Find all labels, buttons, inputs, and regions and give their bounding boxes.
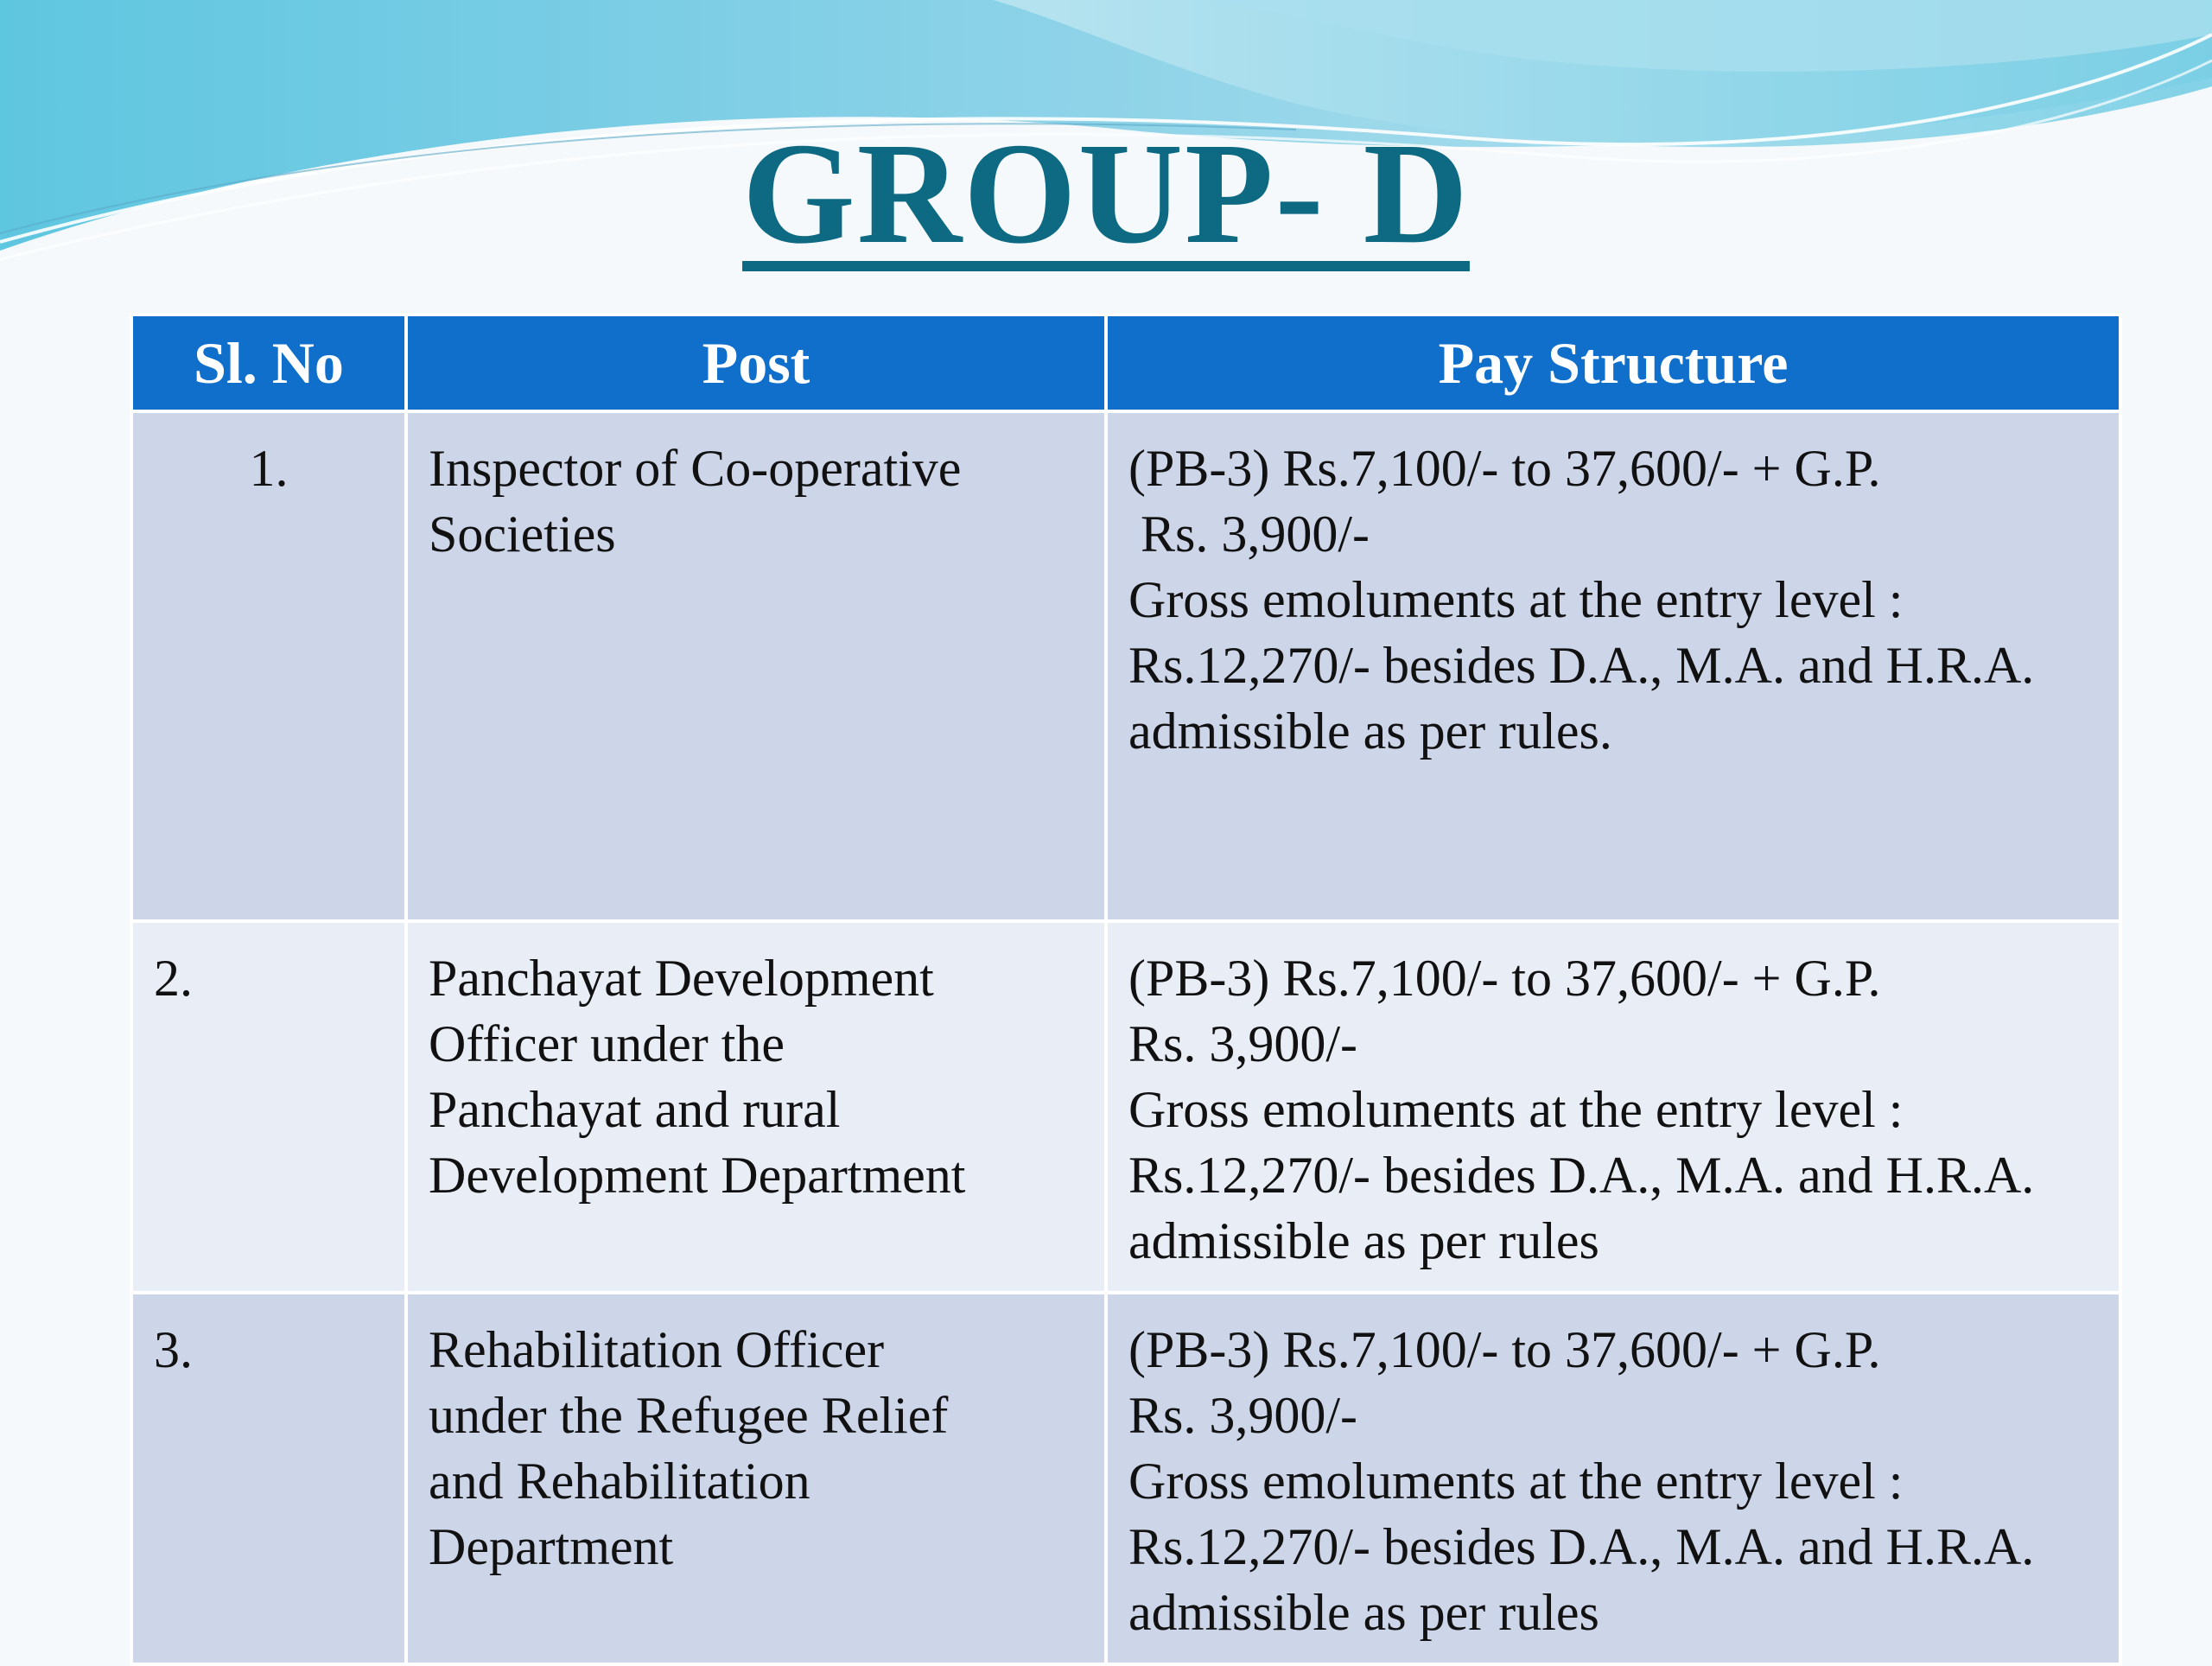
post-line: Department: [429, 1518, 674, 1575]
pay-line: Rs.12,270/- besides D.A., M.A. and H.R.A.: [1128, 1518, 2035, 1575]
header-pay-structure: Pay Structure: [1106, 315, 2120, 411]
post-line: under the Refugee Relief: [429, 1387, 949, 1444]
post-line: Panchayat and rural: [429, 1081, 841, 1138]
pay-line: Rs. 3,900/-: [1128, 1387, 1358, 1444]
pay-line: admissible as per rules: [1128, 1584, 1599, 1641]
post-line: Development Department: [429, 1147, 966, 1204]
pay-structure-table: [130, 313, 2122, 1666]
table-header-row: [131, 315, 2120, 411]
header-post: Post: [406, 315, 1106, 411]
pay-line: (PB-3) Rs.7,100/- to 37,600/- + G.P.: [1128, 950, 1881, 1007]
pay-line: (PB-3) Rs.7,100/- to 37,600/- + G.P.: [1128, 1321, 1881, 1378]
pay-line: (PB-3) Rs.7,100/- to 37,600/- + G.P.: [1128, 440, 1881, 497]
pay-cell: [1106, 411, 2120, 921]
sl-no-cell: 3.: [131, 1293, 406, 1664]
pay-line: Rs. 3,900/-: [1128, 1015, 1358, 1072]
post-line: Panchayat Development: [429, 950, 934, 1007]
pay-line: Gross emoluments at the entry level :: [1128, 571, 1904, 628]
pay-line: Gross emoluments at the entry level :: [1128, 1453, 1904, 1510]
post-line: Officer under the: [429, 1015, 785, 1072]
table-row: [131, 1293, 2120, 1664]
header-sl-no: Sl. No: [131, 315, 406, 411]
post-line: and Rehabilitation: [429, 1453, 810, 1510]
table-row: [131, 921, 2120, 1293]
pay-line: admissible as per rules: [1128, 1212, 1599, 1269]
sl-no-cell: 2.: [131, 921, 406, 1293]
pay-line: Rs.12,270/- besides D.A., M.A. and H.R.A.: [1128, 1147, 2035, 1204]
post-line: Inspector of Co-operative: [429, 440, 962, 497]
pay-cell: [1106, 1293, 2120, 1664]
post-line: Societies: [429, 506, 616, 563]
pay-line: admissible as per rules.: [1128, 703, 1612, 760]
pay-line: Rs.12,270/- besides D.A., M.A. and H.R.A.: [1128, 637, 2035, 694]
post-cell: [406, 1293, 1106, 1664]
table-row: [131, 411, 2120, 921]
post-line: Rehabilitation Officer: [429, 1321, 885, 1378]
sl-no-cell: 1.: [131, 411, 406, 921]
page-title: GROUP- D: [742, 113, 1470, 274]
pay-line: Gross emoluments at the entry level :: [1128, 1081, 1904, 1138]
pay-line: Rs. 3,900/-: [1141, 506, 1370, 563]
post-cell: [406, 411, 1106, 921]
pay-cell: [1106, 921, 2120, 1293]
post-cell: [406, 921, 1106, 1293]
